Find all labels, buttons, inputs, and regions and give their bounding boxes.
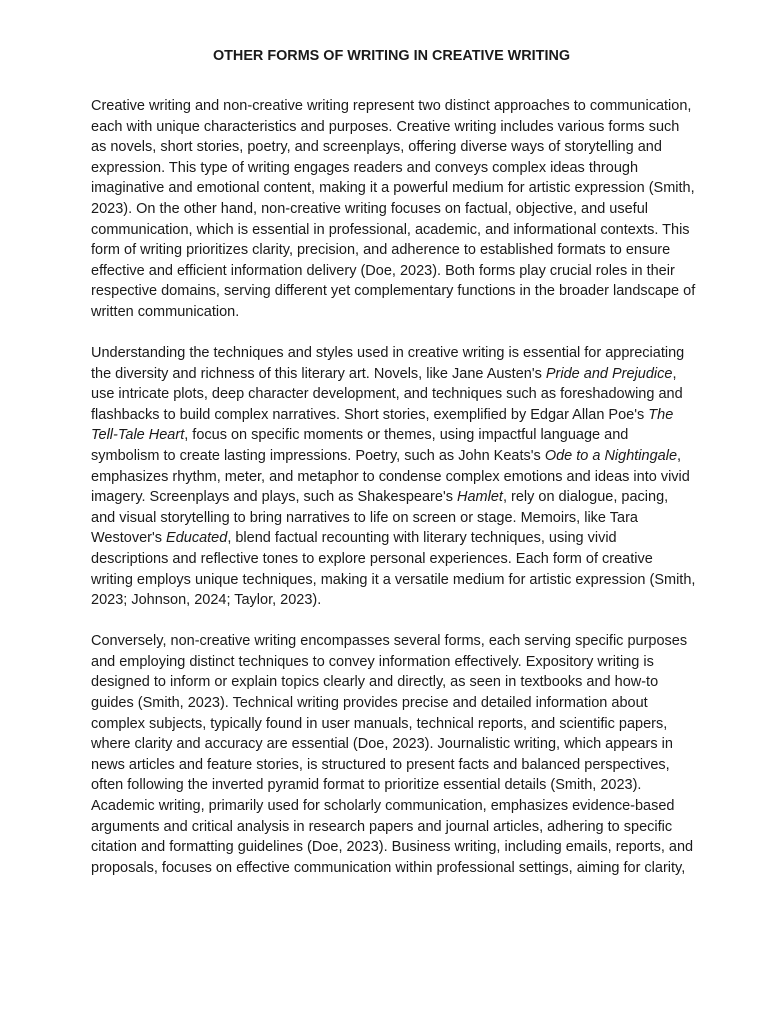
book-title-italic: Educated bbox=[166, 530, 228, 547]
paragraph-text: , focus on specific moments or themes, using impactful language and symbolism to create lasting impressions. Poetry, such as John Keats's bbox=[91, 427, 629, 464]
paragraph-text: , rely on dialogue, pacing, and visual storytelling to bring narratives to life on screen or stage. Memoirs, like Tara Westover's bbox=[91, 489, 669, 547]
book-title-italic: Hamlet bbox=[457, 489, 503, 506]
book-title-italic: Ode to a Nightingale bbox=[544, 448, 678, 464]
book-title-italic: Pride and Prejudice bbox=[545, 365, 673, 382]
paragraph-text: , emphasizes rhythm, meter, and metaphor to condense complex emotions and ideas into vivid imagery. Screenplays and plays, such as Shakespeare's bbox=[91, 448, 690, 506]
paragraph-text: , use intricate plots, deep character development, and techniques such as foreshadowing and flashbacks to build complex narratives. Short stories, exemplified by Edgar Allan Poe's bbox=[91, 365, 683, 423]
book-title-italic: The Tell-Tale Heart bbox=[91, 406, 674, 444]
paragraph-3 bbox=[91, 631, 696, 878]
paragraph-text: , blend factual recounting with literary techniques, using vivid descriptions and reflective tones to explore personal experiences. Each form of creative writing employs unique techniques, making it a versatile medium for artistic expression (Smith, 2023; Johnson, 2024; Taylor, 2023). bbox=[91, 530, 696, 609]
paragraph-1 bbox=[91, 96, 696, 323]
paragraph-text: Conversely, non-creative writing encompasses several forms, each serving specific purposes and employing distinct techniques to convey information effectively. Expository writing is designed to inform or explain topics clearly and directly, as seen in textbooks and how-to guides (Smith, 2023). Technical writing provides precise and detailed information about complex subjects, typically found in user manuals, technical reports, and scientific papers, where clarity and accuracy are essential (Doe, 2023). Journalistic writing, which appears in news articles and feature stories, is structured to present facts and balanced perspectives, often following the inverted pyramid format to prioritize essential details (Smith, 2023). Academic writing, primarily used for scholarly communication, emphasizes evidence-based arguments and critical analysis in research papers and journal articles, adhering to specific citation and formatting guidelines (Doe, 2023). Business writing, including emails, reports, and proposals, focuses on effective communication within professional settings, aiming for clarity, bbox=[91, 633, 694, 876]
paragraph-2 bbox=[91, 343, 696, 611]
paragraph-text: Understanding the techniques and styles used in creative writing is essential for appreciating the diversity and richness of this literary art. Novels, like Jane Austen's bbox=[91, 345, 685, 382]
paragraph-text: Creative writing and non-creative writing represent two distinct approaches to communication, each with unique characteristics and purposes. Creative writing includes various forms such as novels, short stories, poetry, and screenplays, offering diverse ways of storytelling and expression. This type of writing engages readers and conveys complex ideas through imaginative and emotional content, making it a powerful medium for artistic expression (Smith, 2023). On the other hand, non-creative writing focuses on factual, objective, and useful communication, which is essential in professional, academic, and informational contexts. This form of writing prioritizes clarity, precision, and adherence to established formats to ensure effective and efficient information delivery (Doe, 2023). Both forms play crucial roles in their respective domains, serving different yet complementary functions in the broader landscape of written communication. bbox=[91, 98, 696, 320]
document-title: OTHER FORMS OF WRITING IN CREATIVE WRITING bbox=[212, 48, 571, 64]
